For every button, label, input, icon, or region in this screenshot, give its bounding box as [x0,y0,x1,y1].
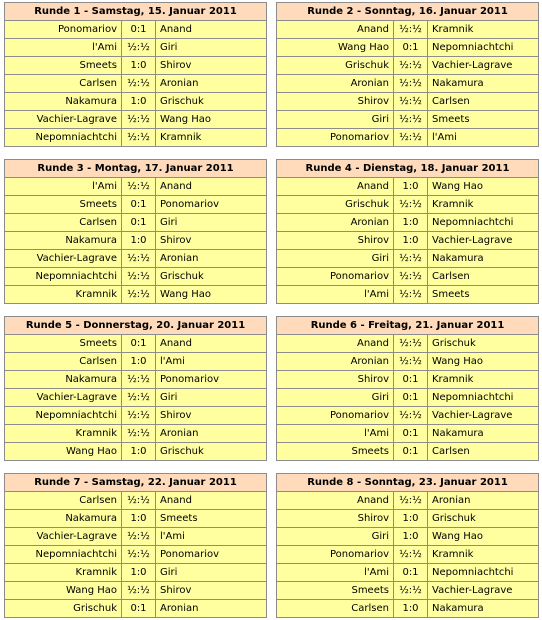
game-result: ½:½ [122,407,156,425]
white-player: Nakamura [5,510,122,528]
black-player: Ponomariov [156,196,267,214]
black-player: l'Ami [428,129,539,147]
round-title: Runde 8 - Sonntag, 23. Januar 2011 [277,474,539,492]
game-row [277,250,539,268]
round-title: Runde 4 - Dienstag, 18. Januar 2011 [277,160,539,178]
game-result: ½:½ [394,407,428,425]
white-player: Shirov [277,510,394,528]
round-header-row [277,317,539,335]
game-row [277,564,539,582]
black-player: Nakamura [428,425,539,443]
white-player: Vachier-Lagrave [5,528,122,546]
round-table-1 [4,2,267,147]
black-player: l'Ami [156,353,267,371]
game-row [5,178,267,196]
game-row [277,492,539,510]
game-result: 1:0 [394,510,428,528]
black-player: Ponomariov [156,371,267,389]
game-row [277,214,539,232]
black-player: Vachier-Lagrave [428,232,539,250]
game-result: ½:½ [122,178,156,196]
black-player: Kramnik [428,546,539,564]
black-player: Wang Hao [156,286,267,304]
white-player: Carlsen [5,75,122,93]
game-row [5,389,267,407]
game-result: ½:½ [394,111,428,129]
round-title: Runde 3 - Montag, 17. Januar 2011 [5,160,267,178]
black-player: Grischuk [156,268,267,286]
black-player: Anand [156,21,267,39]
game-row [5,528,267,546]
white-player: l'Ami [277,286,394,304]
black-player: Nakamura [428,75,539,93]
game-result: 0:1 [122,335,156,353]
white-player: Kramnik [5,286,122,304]
game-row [5,371,267,389]
black-player: Nakamura [428,250,539,268]
round-header-row [277,160,539,178]
black-player: Giri [156,39,267,57]
black-player: Nepomniachtchi [428,39,539,57]
white-player: Shirov [277,232,394,250]
game-row [277,443,539,461]
white-player: Shirov [277,371,394,389]
game-row [5,129,267,147]
white-player: Ponomariov [277,268,394,286]
game-row [277,600,539,618]
game-row [5,353,267,371]
white-player: Smeets [277,582,394,600]
white-player: Carlsen [277,600,394,618]
white-player: Giri [277,250,394,268]
game-result: ½:½ [122,492,156,510]
game-result: 1:0 [122,353,156,371]
white-player: Ponomariov [277,407,394,425]
black-player: Wang Hao [428,528,539,546]
game-row [5,492,267,510]
game-result: ½:½ [394,546,428,564]
game-result: ½:½ [394,335,428,353]
game-result: ½:½ [394,286,428,304]
round-header-row [5,474,267,492]
game-row [277,528,539,546]
black-player: Kramnik [428,371,539,389]
game-result: ½:½ [122,546,156,564]
black-player: Wang Hao [428,353,539,371]
white-player: Nepomniachtchi [5,546,122,564]
game-row [277,268,539,286]
black-player: Nepomniachtchi [428,564,539,582]
game-row [5,21,267,39]
game-result: ½:½ [122,389,156,407]
game-result: ½:½ [394,250,428,268]
white-player: Kramnik [5,564,122,582]
game-row [277,407,539,425]
white-player: Nakamura [5,232,122,250]
white-player: Giri [277,389,394,407]
game-row [277,21,539,39]
white-player: Ponomariov [277,129,394,147]
black-player: Giri [156,389,267,407]
game-result: ½:½ [122,528,156,546]
game-row [5,407,267,425]
white-player: l'Ami [277,564,394,582]
white-player: Smeets [5,196,122,214]
black-player: Giri [156,214,267,232]
white-player: Wang Hao [277,39,394,57]
round-header-row [5,3,267,21]
game-row [5,546,267,564]
game-row [5,111,267,129]
round-table-5 [4,316,267,461]
round-title: Runde 5 - Donnerstag, 20. Januar 2011 [5,317,267,335]
game-row [277,286,539,304]
game-result: 0:1 [122,600,156,618]
round-header-row [5,317,267,335]
game-result: ½:½ [122,111,156,129]
game-row [277,582,539,600]
game-row [5,564,267,582]
game-row [5,57,267,75]
white-player: Aronian [277,75,394,93]
game-result: 0:1 [122,196,156,214]
game-result: ½:½ [122,582,156,600]
black-player: Anand [156,492,267,510]
game-result: 1:0 [122,564,156,582]
black-player: Kramnik [428,196,539,214]
white-player: Carlsen [5,492,122,510]
game-row [5,39,267,57]
round-title: Runde 2 - Sonntag, 16. Januar 2011 [277,3,539,21]
game-row [5,214,267,232]
white-player: Nepomniachtchi [5,129,122,147]
game-result: ½:½ [122,39,156,57]
black-player: Aronian [156,425,267,443]
game-row [5,582,267,600]
round-table-6 [276,316,539,461]
game-result: ½:½ [394,21,428,39]
game-result: 0:1 [394,39,428,57]
game-result: ½:½ [394,129,428,147]
black-player: l'Ami [156,528,267,546]
white-player: Kramnik [5,425,122,443]
white-player: Anand [277,21,394,39]
game-row [277,335,539,353]
black-player: Grischuk [428,335,539,353]
game-row [5,425,267,443]
game-result: 0:1 [394,443,428,461]
game-result: ½:½ [394,196,428,214]
game-row [5,443,267,461]
game-row [5,600,267,618]
game-result: ½:½ [394,492,428,510]
white-player: Wang Hao [5,443,122,461]
round-table-4 [276,159,539,304]
game-row [277,129,539,147]
black-player: Giri [156,564,267,582]
white-player: Grischuk [5,600,122,618]
game-row [277,178,539,196]
game-row [277,546,539,564]
black-player: Shirov [156,407,267,425]
game-result: 0:1 [394,389,428,407]
white-player: Anand [277,178,394,196]
black-player: Grischuk [156,443,267,461]
black-player: Anand [156,178,267,196]
game-result: ½:½ [122,286,156,304]
black-player: Aronian [428,492,539,510]
game-row [277,39,539,57]
white-player: Grischuk [277,196,394,214]
game-result: 1:0 [394,214,428,232]
game-row [5,93,267,111]
black-player: Smeets [428,286,539,304]
white-player: Shirov [277,93,394,111]
game-result: ½:½ [122,268,156,286]
game-row [5,75,267,93]
black-player: Grischuk [428,510,539,528]
white-player: Nepomniachtchi [5,268,122,286]
white-player: Nakamura [5,371,122,389]
black-player: Nepomniachtchi [428,214,539,232]
game-result: 1:0 [394,232,428,250]
black-player: Vachier-Lagrave [428,57,539,75]
white-player: Ponomariov [5,21,122,39]
game-row [5,250,267,268]
white-player: Vachier-Lagrave [5,250,122,268]
black-player: Kramnik [156,129,267,147]
game-result: ½:½ [122,129,156,147]
game-result: 1:0 [122,510,156,528]
white-player: Anand [277,492,394,510]
round-table-2 [276,2,539,147]
white-player: Giri [277,528,394,546]
white-player: Smeets [5,335,122,353]
white-player: Vachier-Lagrave [5,111,122,129]
game-row [277,371,539,389]
game-result: ½:½ [394,75,428,93]
black-player: Shirov [156,582,267,600]
white-player: Wang Hao [5,582,122,600]
game-result: 1:0 [394,178,428,196]
game-result: 0:1 [394,371,428,389]
white-player: l'Ami [5,178,122,196]
black-player: Aronian [156,250,267,268]
game-row [277,510,539,528]
white-player: Vachier-Lagrave [5,389,122,407]
white-player: Giri [277,111,394,129]
game-row [5,196,267,214]
black-player: Anand [156,335,267,353]
round-header-row [277,3,539,21]
game-row [277,57,539,75]
black-player: Smeets [156,510,267,528]
game-row [5,268,267,286]
game-result: ½:½ [122,425,156,443]
black-player: Shirov [156,57,267,75]
white-player: Smeets [277,443,394,461]
white-player: l'Ami [5,39,122,57]
black-player: Grischuk [156,93,267,111]
black-player: Carlsen [428,268,539,286]
game-result: 1:0 [122,57,156,75]
game-result: ½:½ [394,268,428,286]
game-row [277,111,539,129]
round-title: Runde 7 - Samstag, 22. Januar 2011 [5,474,267,492]
white-player: l'Ami [277,425,394,443]
game-result: ½:½ [394,582,428,600]
round-table-7 [4,473,267,618]
game-row [5,286,267,304]
white-player: Aronian [277,214,394,232]
round-title: Runde 1 - Samstag, 15. Januar 2011 [5,3,267,21]
black-player: Carlsen [428,443,539,461]
game-row [5,510,267,528]
game-row [277,93,539,111]
black-player: Wang Hao [156,111,267,129]
white-player: Smeets [5,57,122,75]
game-row [277,353,539,371]
game-row [277,75,539,93]
game-result: 1:0 [122,93,156,111]
black-player: Carlsen [428,93,539,111]
round-table-3 [4,159,267,304]
white-player: Nakamura [5,93,122,111]
game-row [277,196,539,214]
game-result: ½:½ [394,353,428,371]
white-player: Carlsen [5,214,122,232]
white-player: Nepomniachtchi [5,407,122,425]
black-player: Wang Hao [428,178,539,196]
game-row [5,335,267,353]
white-player: Aronian [277,353,394,371]
black-player: Aronian [156,75,267,93]
game-result: ½:½ [122,250,156,268]
game-result: 1:0 [394,600,428,618]
black-player: Vachier-Lagrave [428,407,539,425]
round-header-row [277,474,539,492]
game-row [5,232,267,250]
game-row [277,425,539,443]
game-result: 0:1 [394,564,428,582]
game-result: 0:1 [122,21,156,39]
black-player: Nakamura [428,600,539,618]
game-result: ½:½ [394,93,428,111]
game-result: 1:0 [394,528,428,546]
game-result: 0:1 [122,214,156,232]
black-player: Ponomariov [156,546,267,564]
black-player: Nepomniachtchi [428,389,539,407]
black-player: Smeets [428,111,539,129]
white-player: Carlsen [5,353,122,371]
game-result: ½:½ [394,57,428,75]
game-result: 1:0 [122,443,156,461]
game-row [277,389,539,407]
white-player: Grischuk [277,57,394,75]
round-title: Runde 6 - Freitag, 21. Januar 2011 [277,317,539,335]
black-player: Kramnik [428,21,539,39]
white-player: Ponomariov [277,546,394,564]
black-player: Vachier-Lagrave [428,582,539,600]
round-header-row [5,160,267,178]
black-player: Aronian [156,600,267,618]
game-result: 0:1 [394,425,428,443]
game-result: 1:0 [122,232,156,250]
black-player: Shirov [156,232,267,250]
game-result: ½:½ [122,371,156,389]
game-result: ½:½ [122,75,156,93]
round-table-8 [276,473,539,618]
white-player: Anand [277,335,394,353]
game-row [277,232,539,250]
